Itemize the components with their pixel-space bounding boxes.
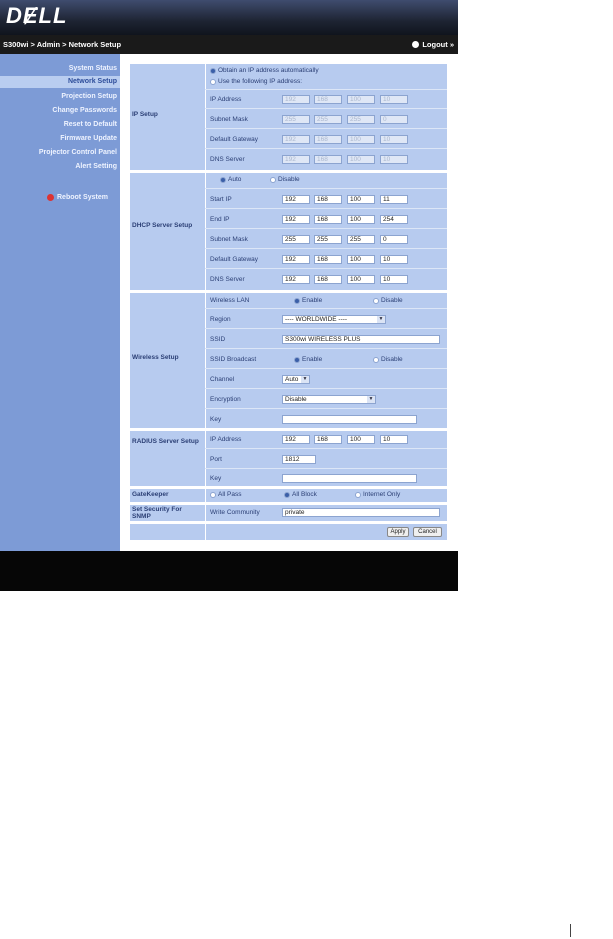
- subnet-mask-label: Subnet Mask: [210, 116, 248, 123]
- channel-label: Channel: [210, 376, 235, 383]
- default-gateway-label: Default Gateway: [210, 136, 259, 143]
- end-ip-octet-2[interactable]: 168: [314, 215, 342, 224]
- page-margin-rule: [570, 924, 571, 937]
- wireless-key-input[interactable]: [282, 415, 417, 424]
- ip-manual-label: Use the following IP address:: [218, 78, 303, 85]
- dhcp-dns-octet-1[interactable]: 192: [282, 275, 310, 284]
- wlan-enable-label: Enable: [302, 297, 323, 304]
- dhcp-setup-label: DHCP Server Setup: [132, 222, 193, 229]
- encryption-label: Encryption: [210, 396, 241, 403]
- dhcp-subnet-label: Subnet Mask: [210, 236, 248, 243]
- subnet-mask-octet-2[interactable]: 255: [314, 115, 342, 124]
- dhcp-dns-octet-4[interactable]: 10: [380, 275, 408, 284]
- main-content: [120, 54, 458, 551]
- logout-label: Logout »: [422, 40, 454, 49]
- start-ip-octet-2[interactable]: 168: [314, 195, 342, 204]
- dhcp-subnet-octet-3[interactable]: 255: [347, 235, 375, 244]
- apply-button[interactable]: Apply: [387, 527, 409, 537]
- dhcp-subnet-octet-4[interactable]: 0: [380, 235, 408, 244]
- wireless-key-label: Key: [210, 416, 222, 423]
- dns-octet-4[interactable]: 10: [380, 155, 408, 164]
- wlan-disable-option[interactable]: [373, 297, 403, 304]
- dhcp-subnet-octet-2[interactable]: 255: [314, 235, 342, 244]
- sidebar-item-projection-setup[interactable]: Projection Setup: [61, 93, 117, 100]
- row-divider: [205, 128, 447, 129]
- dns-octet-3[interactable]: 100: [347, 155, 375, 164]
- reboot-system-link[interactable]: [47, 194, 108, 201]
- ip-auto-option[interactable]: [210, 67, 319, 74]
- start-ip-octet-1[interactable]: 192: [282, 195, 310, 204]
- dhcp-dns-octet-2[interactable]: 168: [314, 275, 342, 284]
- dhcp-auto-option[interactable]: [220, 176, 241, 183]
- gatekeeper-internet-only-option[interactable]: [355, 491, 400, 498]
- reboot-icon: [47, 194, 54, 201]
- encryption-value: Disable: [285, 396, 307, 403]
- radius-port-label: Port: [210, 456, 222, 463]
- dhcp-disable-radio[interactable]: [270, 177, 276, 183]
- sidebar-item-network-setup[interactable]: Network Setup: [0, 76, 120, 88]
- row-divider: [205, 108, 447, 109]
- start-ip-octet-3[interactable]: 100: [347, 195, 375, 204]
- section-divider: [130, 521, 447, 524]
- section-divider: [130, 486, 447, 489]
- row-divider: [205, 89, 447, 90]
- dns-octet-1[interactable]: 192: [282, 155, 310, 164]
- all-pass-label: All Pass: [218, 491, 242, 498]
- channel-value: Auto: [285, 376, 299, 383]
- row-divider: [205, 388, 447, 389]
- dhcp-gateway-octet-1[interactable]: 192: [282, 255, 310, 264]
- end-ip-octet-3[interactable]: 100: [347, 215, 375, 224]
- sidebar-item-reset-to-default[interactable]: Reset to Default: [63, 121, 117, 128]
- sidebar-item-change-passwords[interactable]: Change Passwords: [52, 107, 117, 114]
- radius-ip-octet-4[interactable]: 10: [380, 435, 408, 444]
- ip-address-octet-3[interactable]: 100: [347, 95, 375, 104]
- start-ip-label: Start IP: [210, 196, 232, 203]
- sidebar-item-system-status[interactable]: System Status: [68, 65, 117, 72]
- internet-only-label: Internet Only: [363, 491, 401, 498]
- row-divider: [205, 468, 447, 469]
- row-divider: [205, 228, 447, 229]
- footer-bar: [0, 551, 458, 591]
- radius-key-input[interactable]: [282, 474, 417, 483]
- ip-auto-radio[interactable]: [210, 68, 216, 74]
- section-divider: [130, 290, 447, 293]
- ip-address-octet-2[interactable]: 168: [314, 95, 342, 104]
- dhcp-gateway-octet-4[interactable]: 10: [380, 255, 408, 264]
- region-select[interactable]: [282, 315, 386, 324]
- radius-port-input[interactable]: 1812: [282, 455, 316, 464]
- gateway-octet-2[interactable]: 168: [314, 135, 342, 144]
- sidebar-item-alert-setting[interactable]: Alert Setting: [75, 163, 117, 170]
- gatekeeper-all-pass-option[interactable]: [210, 491, 241, 498]
- wlan-enable-option[interactable]: [294, 297, 322, 304]
- breadcrumb: S300wi > Admin > Network Setup: [3, 40, 122, 49]
- dhcp-disable-option[interactable]: [270, 176, 300, 183]
- dhcp-disable-label: Disable: [278, 176, 300, 183]
- ssid-input[interactable]: S300wi WIRELESS PLUS: [282, 335, 440, 344]
- snmp-security-label: Set Security For SNMP: [132, 506, 182, 520]
- dell-logo: DɆLL: [6, 3, 68, 28]
- row-divider: [205, 248, 447, 249]
- end-ip-label: End IP: [210, 216, 230, 223]
- region-value: ---- WORLDWIDE ----: [285, 316, 348, 323]
- internet-only-radio[interactable]: [355, 492, 361, 498]
- radius-ip-octet-1[interactable]: 192: [282, 435, 310, 444]
- ip-manual-radio[interactable]: [210, 79, 216, 85]
- row-divider: [205, 448, 447, 449]
- sidebar: [0, 54, 120, 551]
- broadcast-enable-radio[interactable]: [294, 357, 300, 363]
- reboot-label: Reboot System: [57, 194, 108, 201]
- ip-auto-label: Obtain an IP address automatically: [218, 67, 319, 74]
- row-divider: [205, 368, 447, 369]
- dhcp-dns-label: DNS Server: [210, 276, 245, 283]
- gatekeeper-all-block-option[interactable]: [284, 491, 317, 498]
- ssid-broadcast-label: SSID Broadcast: [210, 356, 257, 363]
- row-divider: [205, 148, 447, 149]
- row-divider: [205, 188, 447, 189]
- dhcp-gateway-label: Default Gateway: [210, 256, 259, 263]
- broadcast-disable-label: Disable: [381, 356, 403, 363]
- logout-link[interactable]: [412, 35, 454, 54]
- wireless-lan-label: Wireless LAN: [210, 297, 250, 304]
- encryption-select[interactable]: [282, 395, 376, 404]
- wlan-enable-radio[interactable]: [294, 298, 300, 304]
- sidebar-item-firmware-update[interactable]: Firmware Update: [60, 135, 117, 142]
- radius-ip-octet-2[interactable]: 168: [314, 435, 342, 444]
- radius-setup-label: RADIUS Server Setup: [132, 438, 199, 445]
- row-divider: [205, 308, 447, 309]
- radius-ip-label: IP Address: [210, 436, 242, 443]
- broadcast-disable-radio[interactable]: [373, 357, 379, 363]
- section-divider: [130, 502, 447, 505]
- chevron-down-icon: ▼: [302, 376, 308, 382]
- row-divider: [205, 348, 447, 349]
- write-community-label: Write Community: [210, 509, 260, 516]
- gateway-octet-1[interactable]: 192: [282, 135, 310, 144]
- subnet-mask-octet-3[interactable]: 255: [347, 115, 375, 124]
- all-block-radio[interactable]: [284, 492, 290, 498]
- all-block-label: All Block: [292, 491, 317, 498]
- row-divider: [205, 208, 447, 209]
- wireless-setup-label: Wireless Setup: [132, 354, 179, 361]
- dns-octet-2[interactable]: 168: [314, 155, 342, 164]
- sidebar-item-projector-control-panel[interactable]: Projector Control Panel: [38, 149, 117, 156]
- row-divider: [205, 268, 447, 269]
- subnet-mask-octet-4[interactable]: 0: [380, 115, 408, 124]
- wlan-disable-label: Disable: [381, 297, 403, 304]
- broadcast-enable-option[interactable]: [294, 356, 322, 363]
- broadcast-enable-label: Enable: [302, 356, 323, 363]
- gateway-octet-4[interactable]: 10: [380, 135, 408, 144]
- cancel-button[interactable]: Cancel: [413, 527, 442, 537]
- ip-setup-label: IP Setup: [132, 111, 158, 118]
- nav-bar: [0, 35, 458, 54]
- channel-select[interactable]: [282, 375, 310, 384]
- section-divider: [130, 428, 447, 431]
- all-pass-radio[interactable]: [210, 492, 216, 498]
- radius-key-label: Key: [210, 475, 222, 482]
- screenshot-frame: [0, 0, 458, 591]
- dhcp-dns-octet-3[interactable]: 100: [347, 275, 375, 284]
- header-bar: [0, 0, 458, 35]
- gateway-octet-3[interactable]: 100: [347, 135, 375, 144]
- end-ip-octet-4[interactable]: 254: [380, 215, 408, 224]
- chevron-down-icon: ▼: [378, 316, 384, 322]
- broadcast-disable-option[interactable]: [373, 356, 403, 363]
- row-divider: [205, 408, 447, 409]
- subnet-mask-octet-1[interactable]: 255: [282, 115, 310, 124]
- section-divider: [130, 170, 447, 173]
- dhcp-subnet-octet-1[interactable]: 255: [282, 235, 310, 244]
- region-label: Region: [210, 316, 231, 323]
- chevron-down-icon: ▼: [368, 396, 374, 402]
- write-community-input[interactable]: private: [282, 508, 440, 517]
- dns-server-label: DNS Server: [210, 156, 245, 163]
- network-setup-panel: [130, 64, 447, 540]
- dhcp-gateway-octet-2[interactable]: 168: [314, 255, 342, 264]
- ip-address-label: IP Address: [210, 96, 242, 103]
- start-ip-octet-4[interactable]: 11: [380, 195, 408, 204]
- ip-address-octet-1[interactable]: 192: [282, 95, 310, 104]
- end-ip-octet-1[interactable]: 192: [282, 215, 310, 224]
- logout-icon: [412, 41, 419, 48]
- ssid-label: SSID: [210, 336, 226, 343]
- radius-ip-octet-3[interactable]: 100: [347, 435, 375, 444]
- gatekeeper-label: GateKeeper: [132, 491, 169, 498]
- dhcp-auto-radio[interactable]: [220, 177, 226, 183]
- ip-manual-option[interactable]: [210, 78, 302, 85]
- ip-address-octet-4[interactable]: 10: [380, 95, 408, 104]
- dhcp-auto-label: Auto: [228, 176, 242, 183]
- row-divider: [205, 328, 447, 329]
- wlan-disable-radio[interactable]: [373, 298, 379, 304]
- dhcp-gateway-octet-3[interactable]: 100: [347, 255, 375, 264]
